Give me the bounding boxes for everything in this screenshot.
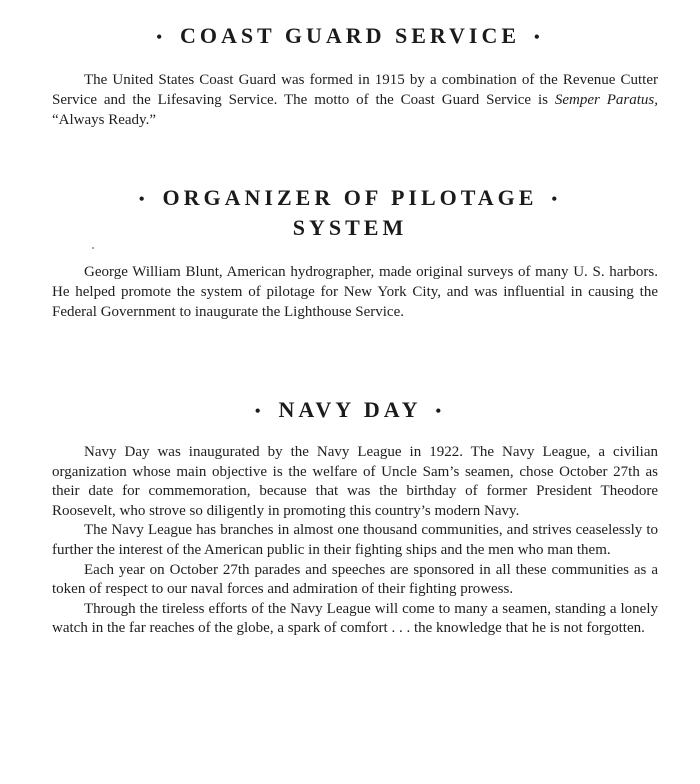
heading-text: NAVY DAY — [278, 397, 422, 422]
navy-day-body — [52, 443, 658, 639]
pilotage-paragraph — [52, 262, 658, 322]
pilotage-body-text: George William Blunt, American hydrographer, made original surveys of many U. S. harbors. He helped promote the system of pilotage for New York City, and was influential in causing the Federal Government to inaugurate the Lighthouse Service. — [52, 264, 658, 320]
navy-day-paragraph-4: Through the tireless efforts of the Navy League will come to many a seamen, standing a lonely watch in the far reaches of the globe, a spark of comfort . . . the knowledge that he is not forgotten. — [52, 600, 658, 637]
heading-text-line-1: ORGANIZER OF PILOTAGE — [162, 185, 538, 210]
paper-speck — [92, 247, 94, 249]
coast-guard-motto: Semper Paratus, — [554, 92, 659, 108]
navy-day-paragraph-2: The Navy League has branches in almost one thousand communities, and strives ceaselessly to further the interest of the American public in their fighting ships and the men who man them. — [52, 522, 658, 558]
bullet-icon: • — [534, 28, 544, 46]
bullet-icon: • — [156, 28, 166, 46]
section-heading-navy-day — [40, 396, 660, 426]
heading-text-line-2: SYSTEM — [292, 214, 408, 240]
coast-guard-body-text: The United States Coast Guard was formed in 1915 by a combination of the Revenue Cutter Service and the Lifesaving Service. The motto of the Coast Guard Service is — [52, 72, 658, 108]
bullet-icon: • — [254, 402, 265, 420]
coast-guard-motto-translation: “Always Ready.” — [52, 112, 156, 128]
section-heading-pilotage — [40, 184, 660, 242]
section-heading-coast-guard — [40, 22, 660, 52]
navy-day-paragraph-3: Each year on October 27th parades and speeches are sponsored in all these communities as a token of respect to our naval forces and admiration of their fighting prowess. — [52, 561, 658, 598]
navy-day-paragraph-1: Navy Day was inaugurated by the Navy League in 1922. The Navy League, a civilian organization whose main objective is the welfare of Uncle Sam’s seamen, chose October 27th as their date for commemoration, because that was the birthday of former President Theodore Roosevelt, who strove so diligently in promoting this country’s modern Navy. — [52, 444, 658, 519]
bullet-icon: • — [435, 402, 446, 420]
bullet-icon: • — [551, 190, 562, 208]
coast-guard-paragraph — [52, 70, 658, 130]
bullet-icon: • — [138, 190, 149, 208]
heading-text: COAST GUARD SERVICE — [179, 23, 521, 48]
